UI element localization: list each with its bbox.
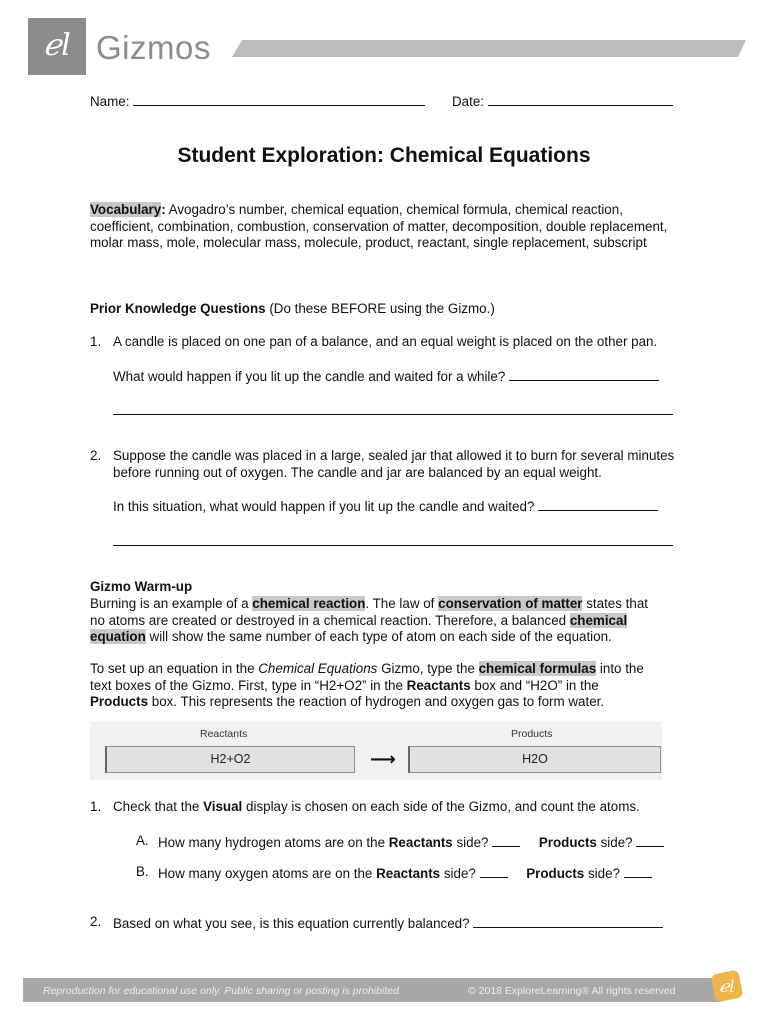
gizmos-logo (28, 18, 86, 75)
text-run: How many oxygen atoms are on the (158, 866, 377, 881)
date-label: Date: (452, 94, 485, 109)
name-blank[interactable] (133, 92, 425, 106)
text-run: box. This represents the reaction of hydrogen and oxygen gas to form water. (148, 694, 605, 709)
question-letter: A. (136, 833, 149, 848)
highlight-term: chemical formulas (478, 661, 597, 676)
bold-term: Visual (203, 799, 243, 814)
activity-question-1b (158, 864, 688, 883)
question-number: 1. (90, 799, 102, 814)
reactants-label: Reactants (200, 728, 248, 740)
footer-copyright: © 2018 ExploreLearning® All rights reserved (468, 985, 676, 997)
activity-question-2: Based on what you see, is this equation currently balanced? (113, 916, 470, 931)
answer-blank[interactable] (538, 497, 658, 511)
footer-logo-mark: ℯl (719, 977, 735, 997)
bold-term: Products (526, 866, 585, 881)
highlight-term: chemical equation (90, 612, 628, 644)
prior-question-2-prompt-row (113, 497, 683, 516)
warmup-heading: Gizmo Warm-up (90, 579, 193, 594)
prior-knowledge-heading-row (90, 301, 680, 318)
prior-question-1-prompt-row (113, 367, 683, 386)
question-number: 2. (90, 448, 102, 463)
text-run: Check that the (113, 799, 204, 814)
activity-question-1a (158, 833, 688, 852)
prior-question-2-text: Suppose the candle was placed in a large, sealed jar that allowed it to burn for several minutes before running out of oxygen. The candle and jar are balanced by an equal weight. (113, 448, 675, 480)
text-run: To set up an equation in the (90, 661, 259, 676)
vocabulary-paragraph (90, 202, 680, 252)
bold-term: Products (90, 694, 149, 709)
text-run: side? (452, 835, 489, 850)
vocabulary-label: Vocabulary (90, 202, 162, 217)
date-row (452, 92, 673, 111)
text-run: side? (584, 866, 620, 881)
text-run: How many hydrogen atoms are on the (158, 835, 389, 850)
answer-blank[interactable] (473, 914, 663, 928)
answer-blank[interactable] (113, 532, 673, 546)
brand-name: Gizmos (96, 29, 211, 66)
reactants-input: H2+O2 (105, 746, 355, 773)
text-run: box and “H2O” in the (470, 677, 599, 693)
reaction-arrow-icon: ⟶ (370, 749, 396, 769)
name-label: Name: (90, 94, 130, 109)
answer-blank[interactable] (636, 833, 664, 847)
page-title: Student Exploration: Chemical Equations (177, 144, 591, 167)
name-row (90, 92, 425, 111)
answer-blank[interactable] (113, 401, 673, 415)
text-run: into the text boxes of the Gizmo. First, type in “H2+O2” in the (90, 661, 644, 693)
italic-term: Chemical Equations (258, 661, 378, 676)
vocabulary-colon: : (161, 202, 166, 217)
text-run: will show the same number of each type of atom on each side of the equation. (145, 629, 612, 644)
question-number: 2. (90, 914, 102, 929)
bold-term: Reactants (376, 866, 441, 881)
text-run: . The law of (365, 596, 439, 611)
prior-question-1-text: A candle is placed on one pan of a balance, and an equal weight is placed on the other pan. (113, 334, 658, 349)
header-decorative-bar (232, 40, 746, 57)
prior-knowledge-note: (Do these BEFORE using the Gizmo.) (265, 301, 495, 316)
warmup-paragraph-1 (90, 596, 658, 646)
activity-question-2-row (113, 914, 683, 933)
prior-knowledge-heading: Prior Knowledge Questions (90, 301, 266, 316)
text-run: states that no atoms are created or destroyed in a chemical reaction. Therefore, a balanced (90, 596, 648, 628)
answer-blank[interactable] (624, 864, 652, 878)
activity-question-1 (113, 799, 683, 816)
question-number: 1. (90, 334, 102, 349)
prior-question-2-prompt: In this situation, what would happen if you lit up the candle and waited? (113, 499, 535, 514)
explorelearning-logo-icon (707, 966, 747, 1006)
question-letter: B. (136, 864, 149, 879)
products-input: H2O (408, 746, 661, 773)
answer-blank[interactable] (480, 864, 508, 878)
footer-disclaimer: Reproduction for educational use only. Public sharing or posting is prohibited. (43, 985, 402, 997)
warmup-paragraph-2 (90, 661, 658, 711)
text-run: Gizmo, type the (377, 661, 479, 676)
bold-term: Reactants (388, 835, 453, 850)
date-blank[interactable] (488, 92, 673, 106)
text-run: side? (440, 866, 476, 881)
el-logo-mark: ℯl (43, 28, 71, 63)
vocabulary-terms: Avogadro’s number, chemical equation, chemical formula, chemical reaction, coefficient, combination, combustion, conservation of matter, decomposition, double replacement, molar mass, mole, molecular mass, molecule, product, reactant, single replacement, subscript (90, 202, 668, 250)
highlight-term: chemical reaction (252, 596, 366, 611)
answer-blank[interactable] (492, 833, 520, 847)
answer-blank[interactable] (509, 367, 659, 381)
bold-term: Products (538, 835, 597, 850)
text-run: display is chosen on each side of the Gizmo, and count the atoms. (242, 799, 640, 814)
highlight-term: conservation of matter (438, 596, 583, 611)
prior-question-1-prompt: What would happen if you lit up the candle and waited for a while? (113, 369, 506, 384)
text-run: Burning is an example of a (90, 596, 253, 611)
bold-term: Reactants (406, 677, 471, 693)
text-run: side? (596, 835, 633, 850)
products-label: Products (511, 728, 553, 740)
